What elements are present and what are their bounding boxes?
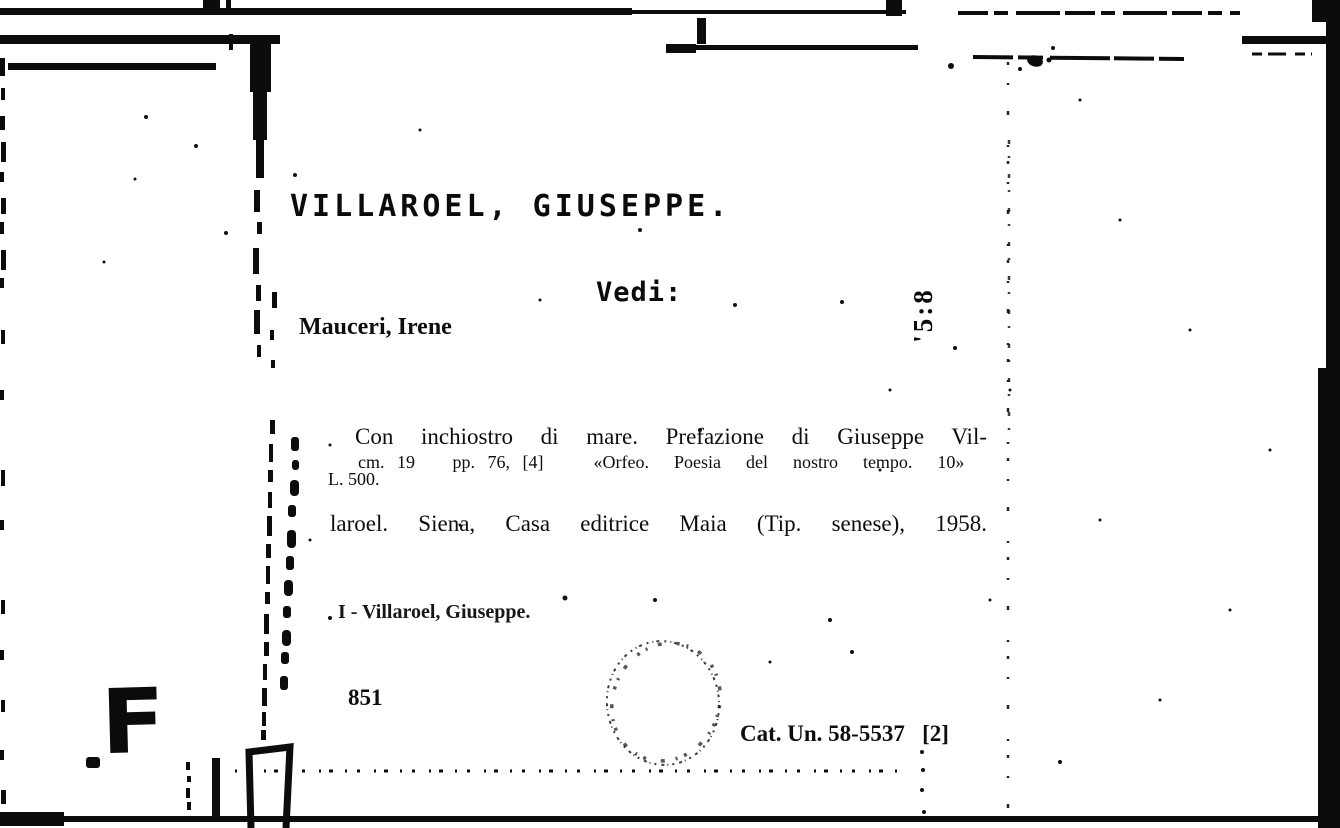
rotated-side-number: '5:8 xyxy=(908,287,938,343)
referenced-author-name: Mauceri, Irene xyxy=(299,314,452,340)
round-stamp-outline xyxy=(593,626,739,779)
union-catalog-number: Cat. Un. 58-5537 [2] xyxy=(740,721,949,746)
collation-note: cm. 19 pp. 76, [4] «Orfeo. Poesia del nostro tempo. 10» xyxy=(358,452,965,472)
description-line-2: laroel. Siena, Casa editrice Maia (Tip. senese), 1958. xyxy=(330,511,987,536)
card-heading-author: VILLAROEL, GIUSEPPE. xyxy=(290,189,732,224)
added-entry-tracing: I - Villaroel, Giuseppe. xyxy=(338,601,531,623)
letter-f-stamp: F xyxy=(99,669,167,776)
shelf-number: 851 xyxy=(348,685,383,710)
price-note: L. 500. xyxy=(328,469,380,489)
card-left-edge-dashes xyxy=(261,292,299,740)
left-edge-dashes xyxy=(0,58,6,804)
see-reference-label: Vedi: xyxy=(596,277,683,308)
bibliographic-description xyxy=(330,364,987,596)
description-line-1: Con inchiostro di mare. Prefazione di Giuseppe Vil- xyxy=(355,424,987,449)
